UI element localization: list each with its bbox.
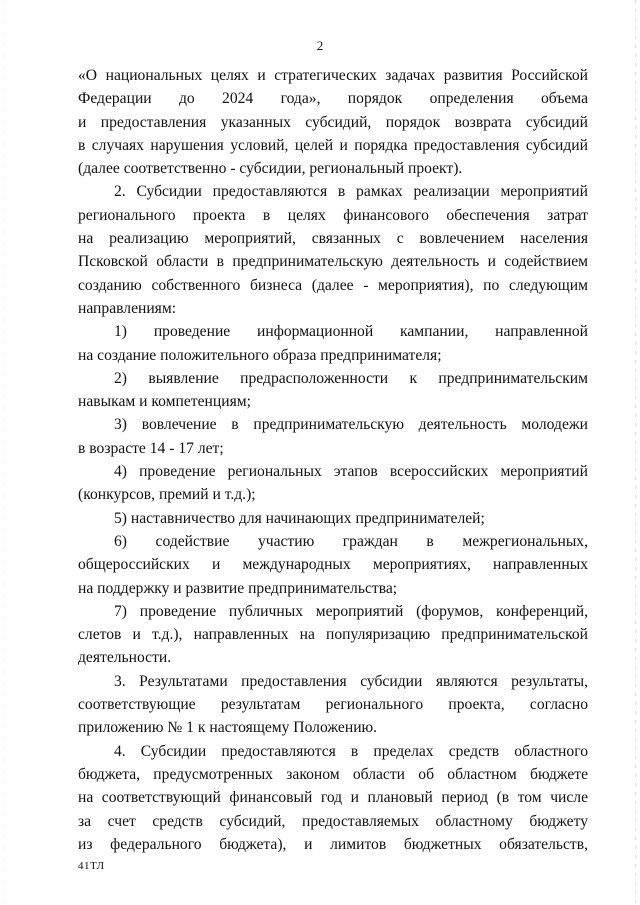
paragraph-item-2 (78, 180, 588, 320)
footer-code: 41ТЛ (78, 860, 105, 872)
text-line: навыкам и компетенциям; (78, 393, 251, 411)
text-line: общероссийских и международных мероприятиях, направленных (78, 556, 588, 574)
list-item-7 (78, 600, 588, 670)
document-body (78, 64, 588, 856)
text-line: на реализацию мероприятий, связанных с вовлечением населения (78, 230, 588, 248)
text-line: 1) проведение информационной кампании, направленной (114, 323, 588, 341)
text-line: 2) выявление предрасположенности к предпринимательским (114, 369, 588, 387)
paragraph-continuation (78, 64, 588, 180)
text-line: бюджета, предусмотренных законом области об областном бюджете (78, 765, 588, 783)
text-line: соответствующие результатам регионального проекта, согласно (78, 696, 588, 714)
text-line: 5) наставничество для начинающих предпринимателей; (114, 509, 485, 527)
list-item-3 (78, 413, 588, 460)
text-line: на соответствующий финансовый год и плановый период (в том числе (78, 789, 588, 807)
text-line: 7) проведение публичных мероприятий (форумов, конференций, (114, 602, 588, 620)
text-line: регионального проекта в целях финансового обеспечения затрат (78, 206, 588, 224)
text-line: 6) содействие участию граждан в межрегиональных, (114, 532, 588, 550)
text-line: в возрасте 14 - 17 лет; (78, 439, 224, 457)
text-line: (далее соответственно - субсидии, региональный проект). (78, 160, 463, 178)
page-number: 2 (316, 38, 324, 53)
text-line: и предоставления указанных субсидий, порядок возврата субсидий (78, 113, 588, 131)
list-item-1 (78, 320, 588, 367)
text-line: 2. Субсидии предоставляются в рамках реализации мероприятий (114, 183, 588, 201)
text-line: из федерального бюджета), и лимитов бюджетных обязательств, (78, 835, 588, 853)
text-line: слетов и т.д.), направленных на популяризацию предпринимательской (78, 626, 588, 644)
text-line: направлениям: (78, 299, 177, 317)
list-item-2 (78, 367, 588, 414)
text-line: (конкурсов, премий и т.д.); (78, 486, 256, 504)
paragraph-item-3 (78, 670, 588, 740)
list-item-4 (78, 460, 588, 507)
text-line: приложению № 1 к настоящему Положению. (78, 719, 378, 737)
text-line: деятельности. (78, 649, 172, 667)
text-line: на поддержку и развитие предпринимательства; (78, 579, 398, 597)
text-line: 3) вовлечение в предпринимательскую деятельность молодежи (114, 416, 588, 434)
text-line: 4) проведение региональных этапов всероссийских мероприятий (114, 463, 588, 481)
text-line: в случаях нарушения условий, целей и порядка предоставления субсидий (78, 136, 588, 154)
scan-edge-right (635, 0, 636, 905)
text-line: созданию собственного бизнеса (далее - мероприятия), по следующим (78, 276, 588, 294)
scan-edge-left (3, 0, 4, 905)
text-line: за счет средств субсидий, предоставляемых областному бюджету (78, 812, 588, 830)
text-line: «О национальных целях и стратегических задачах развития Российской (78, 67, 588, 84)
list-item-5 (78, 507, 588, 530)
text-line: 3. Результатами предоставления субсидии являются результаты, (114, 672, 588, 690)
text-line: Псковской области в предпринимательскую деятельность и содействием (78, 253, 588, 271)
text-line: на создание положительного образа предпринимателя; (78, 346, 442, 364)
paragraph-item-4 (78, 740, 588, 856)
text-line: 4. Субсидии предоставляются в пределах средств областного (114, 742, 588, 760)
text-line: Федерации до 2024 года», порядок определения объема (78, 90, 588, 108)
list-item-6 (78, 530, 588, 600)
